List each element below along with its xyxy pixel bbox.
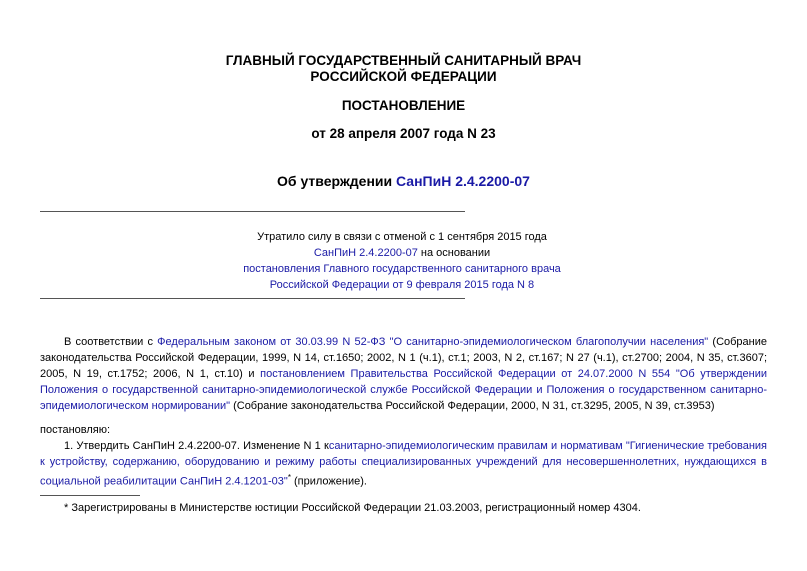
notice-resolution-link-line-2[interactable]: Российской Федерации от 9 февраля 2015 года N 8 [269,279,535,291]
preamble-mid: (Собрание законодательства Российской Федерации, 1999, N 14, ст.1650; 2002, N 1 (ч.1), ст.1; 2003, N 2, ст.167; N 27 (ч.1), ст.2700; 2004, N 35, ст.3607; 2005, N 19, ст.1752; 2006, N 1, ст.10) и [40,336,768,380]
authority-line-1: ГЛАВНЫЙ ГОСУДАРСТВЕННЫЙ САНИТАРНЫЙ ВРАЧ [225,53,582,68]
federal-law-link[interactable]: Федеральным законом от 30.03.99 N 52-ФЗ "О санитарно-эпидемиологическом благополучии населения" [157,336,709,348]
notice-bottom-rule [40,298,465,299]
issuing-authority [0,53,807,85]
title-prefix: Об утверждении [277,173,397,189]
preamble-paragraph [40,334,767,414]
authority-line-2: РОССИЙСКОЙ ФЕДЕРАЦИИ [310,69,497,84]
item-1-paragraph [40,438,767,490]
document-title [0,173,807,189]
document-date-number: от 28 апреля 2007 года N 23 [311,126,496,141]
item-1-start: 1. Утвердить СанПиН 2.4.2200-07. Изменение N 1 к [64,440,329,452]
item-1-end: (приложение). [290,475,367,488]
notice-line-2 [170,245,634,261]
footnote: * Зарегистрированы в Министерстве юстиции Российской Федерации 21.03.2003, регистрационный номер 4304. [64,502,641,514]
notice-sanpin-link[interactable]: СанПиН 2.4.2200-07 [313,247,418,259]
notice-line-1: Утратило силу в связи с отменой с 1 сентября 2015 года [257,231,547,243]
resolve-word: постановляю: [40,424,111,436]
preamble-end: (Собрание законодательства Российской Федерации, 2000, N 31, ст.3295, 2005, N 39, ст.3953) [230,400,715,412]
notice-top-rule [40,211,465,212]
notice-line-2-text: на основании [417,247,491,259]
footnote-marker: * [287,473,291,482]
sanpin-rules-link[interactable]: санитарно-эпидемиологическим правилам и нормативам "Гигиенические требования к устройству, содержанию, оборудованию и режиму работы специализированных учреждений для несовершеннолетних, нуждающихся в социальной реабилитации СанПиН 2.4.1201-03" [40,440,767,488]
title-sanpin-link[interactable]: СанПиН 2.4.2200-07 [396,173,530,189]
repeal-notice [170,229,634,293]
government-resolution-link[interactable]: постановлением Правительства Российской Федерации от 24.07.2000 N 554 "Об утверждении Положения о государственной санитарно-эпидемиологической службе Российской Федерации и Положения о государственном санитарно-эпидемиологическом нормировании" [40,368,767,412]
document-type: ПОСТАНОВЛЕНИЕ [341,98,466,113]
preamble-start: В соответствии с [64,336,158,348]
notice-resolution-link-line-1[interactable]: постановления Главного государственного санитарного врача [243,263,561,275]
footnote-rule [40,495,140,496]
